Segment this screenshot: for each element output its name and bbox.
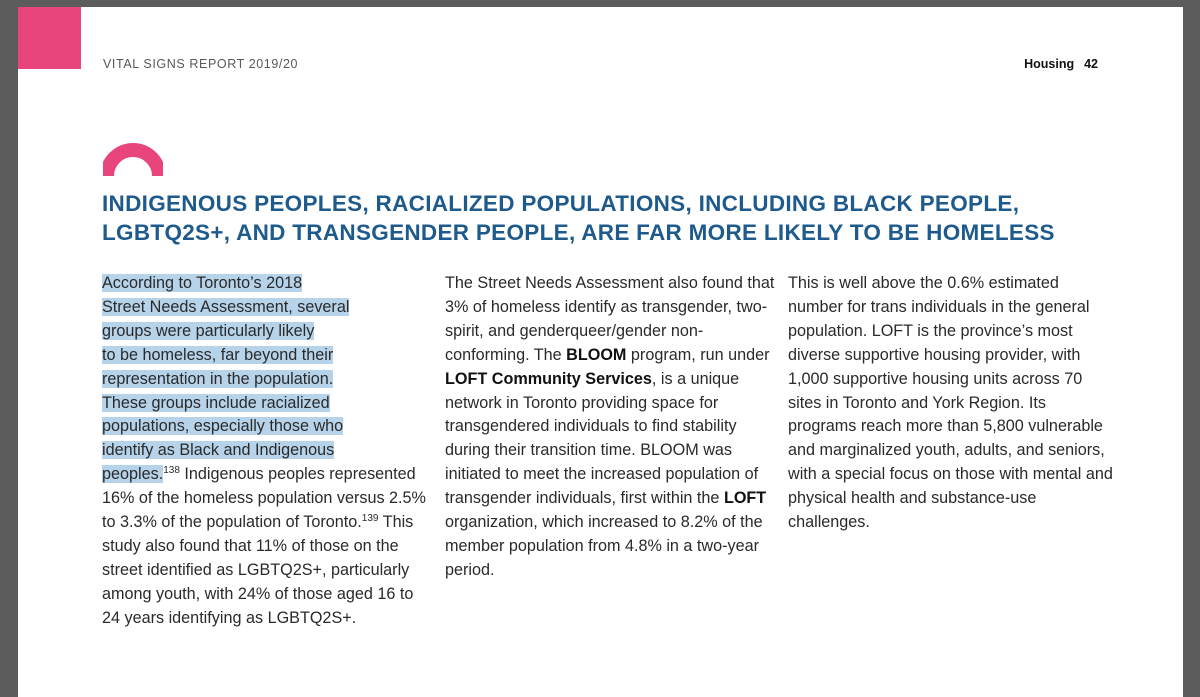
- page-number: 42: [1084, 57, 1098, 71]
- paragraph-text: program, run under: [626, 345, 770, 364]
- highlighted-line[interactable]: These groups include racialized: [102, 393, 330, 412]
- highlighted-line[interactable]: According to Toronto’s 2018: [102, 274, 303, 292]
- column-1: [102, 272, 432, 631]
- paragraph-text: organization, which increased to 8.2% of the member population from 4.8% in a two-year period.: [445, 513, 763, 579]
- section-name: Housing: [1024, 57, 1075, 71]
- paragraph-text: This is well above the 0.6% estimated number for trans individuals in the general population. LOFT is the province’s most diverse supportive housing provider, with 1,000 supportive housing units across 70 sites in Toronto and York Region. Its programs reach more than 5,800 vulnerable and marginalized youth, adults, and seniors, with a special focus on those with mental and physical health and substance-use challenges.: [788, 274, 1113, 532]
- page-header-right: [1014, 57, 1098, 71]
- highlighted-line[interactable]: groups were particularly likely: [102, 321, 315, 340]
- bold-term: BLOOM: [566, 345, 627, 364]
- footnote-ref[interactable]: 138: [163, 465, 180, 477]
- section-heading: INDIGENOUS PEOPLES, RACIALIZED POPULATIONS, INCLUDING BLACK PEOPLE, LGBTQ2S+, AND TRANSGENDER PEOPLE, ARE FAR MORE LIKELY TO BE HOMELESS: [102, 191, 1055, 245]
- document-page: [18, 7, 1183, 697]
- bold-term: LOFT Community Services: [445, 369, 652, 388]
- column-3: [788, 272, 1118, 535]
- bold-term: LOFT: [723, 489, 767, 508]
- paragraph-text: , is a unique network in Toronto providing space for transgendered individuals to find stability during their transition time. BLOOM was initiated to meet the increased population of transgender individuals, first within the: [445, 369, 759, 508]
- paragraph-text: This study also found that 11% of those on the street identified as LGBTQ2S+, particularly among youth, with 24% of those aged 16 to 24 years identifying as LGBTQ2S+.: [102, 513, 414, 627]
- column-2: [445, 272, 775, 583]
- highlighted-line[interactable]: representation in the population.: [102, 369, 334, 388]
- paragraph-text: The Street Needs Assessment also found that 3% of homeless identify as transgender, two-spirit, and genderqueer/gender non-conforming. The: [445, 274, 775, 364]
- pink-arc-icon: [103, 142, 163, 178]
- report-title: VITAL SIGNS REPORT 2019/20: [103, 57, 299, 71]
- paragraph-text: Indigenous peoples represented 16% of the homeless population versus 2.5% to 3.3% of the population of Toronto.: [102, 465, 426, 532]
- highlighted-line[interactable]: to be homeless, far beyond their: [102, 345, 334, 364]
- highlighted-line[interactable]: identify as Black and Indigenous: [102, 441, 335, 460]
- highlighted-line[interactable]: Street Needs Assessment, several: [102, 297, 350, 316]
- pink-corner-tab: [18, 7, 81, 69]
- footnote-ref[interactable]: 139: [361, 513, 379, 525]
- highlighted-line[interactable]: peoples.: [102, 465, 164, 484]
- highlighted-line[interactable]: populations, especially those who: [102, 417, 344, 436]
